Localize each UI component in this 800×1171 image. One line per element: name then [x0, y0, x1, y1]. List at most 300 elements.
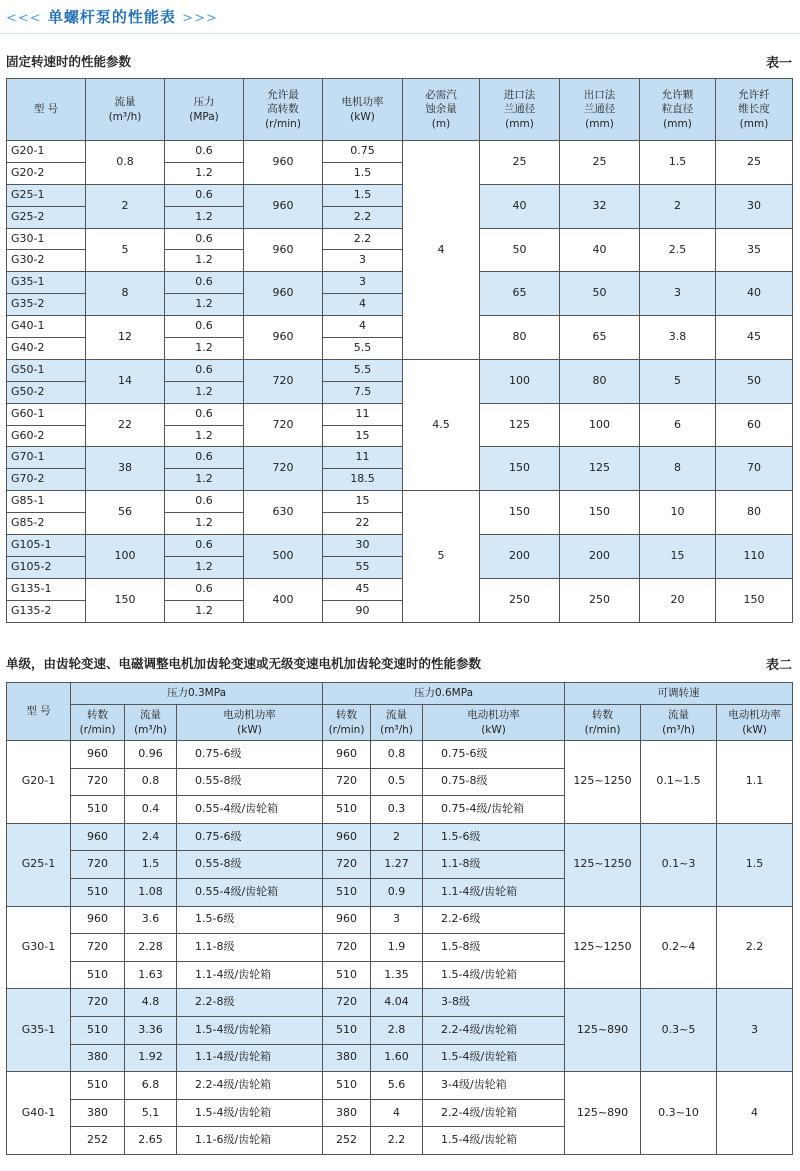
model-cell: G135-2: [7, 600, 86, 622]
motor-power-cell: 3: [323, 272, 403, 294]
adjustable-speed-cell: 125~1250: [565, 906, 641, 989]
particle-size-cell: 5: [640, 359, 716, 403]
model-cell: G70-1: [7, 447, 86, 469]
max-speed-cell: 960: [244, 141, 323, 185]
pressure-cell: 0.6: [165, 535, 244, 557]
pressure-cell: 1.2: [165, 469, 244, 491]
flow-cell: 6.8: [125, 1072, 177, 1100]
particle-size-cell: 1.5: [640, 141, 716, 185]
table1-row: [7, 228, 793, 250]
adjustable-flow-cell: 0.1~3: [641, 823, 717, 906]
table2-sub-header: 电动机功率 (kW): [177, 705, 323, 741]
adjustable-power-cell: 3: [717, 989, 793, 1072]
motor-power-cell: 0.75-4级/齿轮箱: [423, 796, 565, 824]
model-cell: G35-1: [7, 989, 71, 1072]
outlet-diameter-cell: 32: [560, 184, 640, 228]
table1-row: [7, 491, 793, 513]
motor-power-cell: 1.5: [323, 184, 403, 206]
npsh-cell: 5: [403, 491, 480, 622]
speed-cell: 960: [71, 906, 125, 934]
npsh-cell: 4.5: [403, 359, 480, 490]
flow-cell: 38: [86, 447, 165, 491]
table1-body: [7, 141, 793, 623]
motor-power-cell: 2.2-8级: [177, 989, 323, 1017]
motor-power-cell: 4: [323, 294, 403, 316]
motor-power-cell: 1.1-8级: [177, 934, 323, 962]
speed-cell: 510: [323, 1072, 371, 1100]
table2-body: [7, 741, 793, 1155]
flow-cell: 4.04: [371, 989, 423, 1017]
max-speed-cell: 960: [244, 272, 323, 316]
table2-sub-header-row: [7, 705, 793, 741]
pressure-cell: 1.2: [165, 162, 244, 184]
speed-cell: 720: [71, 768, 125, 796]
table2-sub-header: 转数 (r/min): [565, 705, 641, 741]
table2-row: [7, 1072, 793, 1100]
max-speed-cell: 720: [244, 447, 323, 491]
motor-power-cell: 1.1-4级/齿轮箱: [177, 961, 323, 989]
motor-power-cell: 0.75-6级: [177, 823, 323, 851]
model-cell: G35-2: [7, 294, 86, 316]
outlet-diameter-cell: 200: [560, 535, 640, 579]
adjustable-flow-cell: 0.3~10: [641, 1072, 717, 1155]
speed-cell: 380: [323, 1044, 371, 1072]
fiber-length-cell: 110: [716, 535, 793, 579]
speed-cell: 510: [323, 878, 371, 906]
speed-cell: 720: [71, 851, 125, 879]
speed-cell: 720: [71, 989, 125, 1017]
speed-cell: 510: [323, 961, 371, 989]
max-speed-cell: 400: [244, 578, 323, 622]
motor-power-cell: 55: [323, 556, 403, 578]
speed-cell: 252: [71, 1127, 125, 1155]
model-cell: G105-1: [7, 535, 86, 557]
speed-cell: 720: [71, 934, 125, 962]
table2-row: [7, 906, 793, 934]
motor-power-cell: 2.2: [323, 206, 403, 228]
speed-cell: 510: [323, 1016, 371, 1044]
flow-cell: 12: [86, 316, 165, 360]
fiber-length-cell: 45: [716, 316, 793, 360]
speed-cell: 510: [71, 796, 125, 824]
max-speed-cell: 720: [244, 359, 323, 403]
motor-power-cell: 1.5-4级/齿轮箱: [177, 1016, 323, 1044]
motor-power-cell: 0.55-4级/齿轮箱: [177, 878, 323, 906]
particle-size-cell: 2: [640, 184, 716, 228]
motor-power-cell: 1.1-4级/齿轮箱: [177, 1044, 323, 1072]
motor-power-cell: 1.5: [323, 162, 403, 184]
speed-cell: 720: [323, 768, 371, 796]
model-cell: G20-1: [7, 741, 71, 824]
speed-cell: 960: [323, 906, 371, 934]
flow-cell: 4.8: [125, 989, 177, 1017]
model-cell: G25-1: [7, 184, 86, 206]
table1-row: [7, 359, 793, 381]
fiber-length-cell: 150: [716, 578, 793, 622]
table2-sub-header: 流量 (m³/h): [125, 705, 177, 741]
flow-cell: 2.8: [371, 1016, 423, 1044]
inlet-diameter-cell: 150: [480, 491, 560, 535]
max-speed-cell: 960: [244, 184, 323, 228]
table2-sub-header: 电动机功率 (kW): [423, 705, 565, 741]
table2-number: 表二: [765, 658, 792, 673]
fiber-length-cell: 40: [716, 272, 793, 316]
table1-caption: 固定转速时的性能参数: [6, 54, 132, 69]
motor-power-cell: 15: [323, 425, 403, 447]
model-cell: G60-1: [7, 403, 86, 425]
speed-cell: 720: [323, 934, 371, 962]
pressure-cell: 1.2: [165, 600, 244, 622]
fiber-length-cell: 50: [716, 359, 793, 403]
right-arrows-decoration: >>>: [182, 11, 218, 26]
model-cell: G70-2: [7, 469, 86, 491]
table1-header-cell: 允许最 高转数 (r/min): [244, 79, 323, 141]
model-cell: G25-2: [7, 206, 86, 228]
model-cell: G30-1: [7, 906, 71, 989]
particle-size-cell: 6: [640, 403, 716, 447]
speed-cell: 510: [323, 796, 371, 824]
flow-cell: 1.27: [371, 851, 423, 879]
particle-size-cell: 8: [640, 447, 716, 491]
motor-power-cell: 0.75: [323, 141, 403, 163]
inlet-diameter-cell: 250: [480, 578, 560, 622]
flow-cell: 2: [371, 823, 423, 851]
table1-row: [7, 184, 793, 206]
flow-cell: 150: [86, 578, 165, 622]
pressure-cell: 1.2: [165, 513, 244, 535]
motor-power-cell: 2.2: [323, 228, 403, 250]
flow-cell: 2.4: [125, 823, 177, 851]
model-cell: G30-1: [7, 228, 86, 250]
flow-cell: 1.9: [371, 934, 423, 962]
motor-power-cell: 1.5-6级: [177, 906, 323, 934]
adjustable-power-cell: 4: [717, 1072, 793, 1155]
motor-power-cell: 3-4级/齿轮箱: [423, 1072, 565, 1100]
motor-power-cell: 5.5: [323, 338, 403, 360]
table1-row: [7, 447, 793, 469]
flow-cell: 0.5: [371, 768, 423, 796]
motor-power-cell: 7.5: [323, 381, 403, 403]
inlet-diameter-cell: 50: [480, 228, 560, 272]
pressure-cell: 0.6: [165, 403, 244, 425]
table2-caption: 单级，由齿轮变速、电磁调整电机加齿轮变速或无级变速电机加齿轮变速时的性能参数: [6, 656, 482, 671]
table2-header: [7, 683, 793, 741]
speed-cell: 510: [71, 961, 125, 989]
particle-size-cell: 10: [640, 491, 716, 535]
speed-cell: 510: [71, 878, 125, 906]
motor-power-cell: 0.55-8级: [177, 768, 323, 796]
adjustable-speed-cell: 125~1250: [565, 823, 641, 906]
flow-cell: 1.35: [371, 961, 423, 989]
flow-cell: 3.6: [125, 906, 177, 934]
flow-cell: 22: [86, 403, 165, 447]
table1-number: 表一: [765, 56, 792, 71]
speed-cell: 252: [323, 1127, 371, 1155]
flow-cell: 5: [86, 228, 165, 272]
model-cell: G25-1: [7, 823, 71, 906]
flow-cell: 14: [86, 359, 165, 403]
pressure-cell: 1.2: [165, 294, 244, 316]
motor-power-cell: 1.1-8级: [423, 851, 565, 879]
pressure-cell: 0.6: [165, 447, 244, 469]
flow-cell: 0.9: [371, 878, 423, 906]
motor-power-cell: 3: [323, 250, 403, 272]
motor-power-cell: 1.5-4级/齿轮箱: [423, 1127, 565, 1155]
speed-cell: 380: [71, 1099, 125, 1127]
adjustable-power-cell: 1.5: [717, 823, 793, 906]
table2-sub-header: 流量 (m³/h): [641, 705, 717, 741]
outlet-diameter-cell: 40: [560, 228, 640, 272]
model-cell: G40-1: [7, 316, 86, 338]
table2-row: [7, 823, 793, 851]
motor-power-cell: 18.5: [323, 469, 403, 491]
particle-size-cell: 3: [640, 272, 716, 316]
flow-cell: 5.6: [371, 1072, 423, 1100]
flow-cell: 0.3: [371, 796, 423, 824]
page-title: [6, 6, 218, 27]
table1-row: [7, 316, 793, 338]
outlet-diameter-cell: 150: [560, 491, 640, 535]
model-cell: G50-1: [7, 359, 86, 381]
table2-row: [7, 741, 793, 769]
speed-cell: 510: [71, 1016, 125, 1044]
motor-power-cell: 1.1-6级/齿轮箱: [177, 1127, 323, 1155]
model-cell: G40-2: [7, 338, 86, 360]
particle-size-cell: 2.5: [640, 228, 716, 272]
adjustable-speed-cell: 125~1250: [565, 741, 641, 824]
max-speed-cell: 960: [244, 228, 323, 272]
max-speed-cell: 720: [244, 403, 323, 447]
speed-cell: 380: [71, 1044, 125, 1072]
flow-cell: 1.63: [125, 961, 177, 989]
speed-cell: 510: [71, 1072, 125, 1100]
model-cell: G105-2: [7, 556, 86, 578]
flow-cell: 8: [86, 272, 165, 316]
motor-power-cell: 30: [323, 535, 403, 557]
inlet-diameter-cell: 25: [480, 141, 560, 185]
model-cell: G35-1: [7, 272, 86, 294]
motor-power-cell: 45: [323, 578, 403, 600]
particle-size-cell: 15: [640, 535, 716, 579]
pressure-cell: 1.2: [165, 250, 244, 272]
speed-cell: 380: [323, 1099, 371, 1127]
outlet-diameter-cell: 50: [560, 272, 640, 316]
flow-cell: 2: [86, 184, 165, 228]
adjustable-speed-cell: 125~890: [565, 989, 641, 1072]
outlet-diameter-cell: 125: [560, 447, 640, 491]
inlet-diameter-cell: 125: [480, 403, 560, 447]
pressure-cell: 1.2: [165, 425, 244, 447]
adjustable-flow-cell: 0.2~4: [641, 906, 717, 989]
flow-cell: 0.8: [371, 741, 423, 769]
model-cell: G85-1: [7, 491, 86, 513]
table1-row: [7, 403, 793, 425]
motor-power-cell: 4: [323, 316, 403, 338]
outlet-diameter-cell: 25: [560, 141, 640, 185]
inlet-diameter-cell: 65: [480, 272, 560, 316]
flow-cell: 0.8: [125, 768, 177, 796]
inlet-diameter-cell: 200: [480, 535, 560, 579]
table1-header-cell: 进口法 兰通径 (mm): [480, 79, 560, 141]
speed-cell: 720: [323, 851, 371, 879]
table1-header-cell: 出口法 兰通径 (mm): [560, 79, 640, 141]
flow-cell: 3: [371, 906, 423, 934]
model-cell: G50-2: [7, 381, 86, 403]
flow-cell: 56: [86, 491, 165, 535]
motor-power-cell: 2.2-4级/齿轮箱: [423, 1016, 565, 1044]
pressure-cell: 0.6: [165, 316, 244, 338]
table1-header-cell: 型 号: [7, 79, 86, 141]
motor-power-cell: 11: [323, 447, 403, 469]
table1-header-cell: 允许纤 维长度 (mm): [716, 79, 793, 141]
pressure-cell: 0.6: [165, 491, 244, 513]
fiber-length-cell: 60: [716, 403, 793, 447]
adjustable-flow-cell: 0.3~5: [641, 989, 717, 1072]
motor-power-cell: 1.5-8级: [423, 934, 565, 962]
pressure-cell: 1.2: [165, 556, 244, 578]
motor-power-cell: 2.2-6级: [423, 906, 565, 934]
max-speed-cell: 630: [244, 491, 323, 535]
pressure-cell: 0.6: [165, 578, 244, 600]
table1-header-cell: 允许颗 粒直径 (mm): [640, 79, 716, 141]
motor-power-cell: 3-8级: [423, 989, 565, 1017]
table1-row: [7, 272, 793, 294]
flow-cell: 2.2: [371, 1127, 423, 1155]
adjustable-power-cell: 1.1: [717, 741, 793, 824]
npsh-cell: 4: [403, 141, 480, 360]
motor-power-cell: 0.75-6级: [423, 741, 565, 769]
table1-header-row: [7, 79, 793, 141]
flow-cell: 1.60: [371, 1044, 423, 1072]
flow-cell: 4: [371, 1099, 423, 1127]
table2-sub-header: 流量 (m³/h): [371, 705, 423, 741]
outlet-diameter-cell: 250: [560, 578, 640, 622]
particle-size-cell: 3.8: [640, 316, 716, 360]
flow-cell: 0.96: [125, 741, 177, 769]
outlet-diameter-cell: 100: [560, 403, 640, 447]
table2-group-header: 可调转速: [565, 683, 793, 705]
motor-power-cell: 0.55-8级: [177, 851, 323, 879]
max-speed-cell: 960: [244, 316, 323, 360]
motor-power-cell: 22: [323, 513, 403, 535]
table2-variable-speed: [6, 682, 793, 1155]
motor-power-cell: 15: [323, 491, 403, 513]
table2-group-header: 压力0.6MPa: [323, 683, 565, 705]
fiber-length-cell: 35: [716, 228, 793, 272]
table1-row: [7, 535, 793, 557]
pressure-cell: 0.6: [165, 359, 244, 381]
adjustable-speed-cell: 125~890: [565, 1072, 641, 1155]
speed-cell: 960: [71, 741, 125, 769]
flow-cell: 2.65: [125, 1127, 177, 1155]
model-cell: G40-1: [7, 1072, 71, 1155]
flow-cell: 0.8: [86, 141, 165, 185]
flow-cell: 1.92: [125, 1044, 177, 1072]
motor-power-cell: 90: [323, 600, 403, 622]
motor-power-cell: 0.75-6级: [177, 741, 323, 769]
table2-group-header: 压力0.3MPa: [71, 683, 323, 705]
pressure-cell: 0.6: [165, 272, 244, 294]
flow-cell: 1.5: [125, 851, 177, 879]
inlet-diameter-cell: 40: [480, 184, 560, 228]
table2-sub-header: 电动机功率 (kW): [717, 705, 793, 741]
motor-power-cell: 5.5: [323, 359, 403, 381]
left-arrows-decoration: <<<: [6, 11, 42, 26]
motor-power-cell: 1.5-6级: [423, 823, 565, 851]
pressure-cell: 1.2: [165, 338, 244, 360]
motor-power-cell: 0.75-8级: [423, 768, 565, 796]
model-cell: G20-2: [7, 162, 86, 184]
fiber-length-cell: 70: [716, 447, 793, 491]
flow-cell: 3.36: [125, 1016, 177, 1044]
title-divider: [0, 33, 800, 34]
speed-cell: 960: [323, 823, 371, 851]
table1-row: [7, 141, 793, 163]
table1-header-cell: 电机功率 (kW): [323, 79, 403, 141]
model-cell: G20-1: [7, 141, 86, 163]
motor-power-cell: 1.5-4级/齿轮箱: [423, 1044, 565, 1072]
particle-size-cell: 20: [640, 578, 716, 622]
pressure-cell: 1.2: [165, 206, 244, 228]
table1-header-cell: 压力 (MPa): [165, 79, 244, 141]
table1-header-cell: 必需汽 蚀余量 (m): [403, 79, 480, 141]
table2-row: [7, 989, 793, 1017]
speed-cell: 720: [323, 989, 371, 1017]
inlet-diameter-cell: 100: [480, 359, 560, 403]
model-cell: G135-1: [7, 578, 86, 600]
flow-cell: 100: [86, 535, 165, 579]
speed-cell: 960: [71, 823, 125, 851]
flow-cell: 1.08: [125, 878, 177, 906]
table1-header-cell: 流量 (m³/h): [86, 79, 165, 141]
pressure-cell: 0.6: [165, 228, 244, 250]
pressure-cell: 0.6: [165, 184, 244, 206]
flow-cell: 5.1: [125, 1099, 177, 1127]
table2-sub-header: 转数 (r/min): [323, 705, 371, 741]
motor-power-cell: 11: [323, 403, 403, 425]
pressure-cell: 1.2: [165, 381, 244, 403]
model-cell: G60-2: [7, 425, 86, 447]
table1-row: [7, 578, 793, 600]
table2-group-header-row: [7, 683, 793, 705]
table2-sub-header: 转数 (r/min): [71, 705, 125, 741]
model-cell: G85-2: [7, 513, 86, 535]
motor-power-cell: 2.2-4级/齿轮箱: [423, 1099, 565, 1127]
adjustable-power-cell: 2.2: [717, 906, 793, 989]
flow-cell: 2.28: [125, 934, 177, 962]
table2-model-header: 型 号: [7, 683, 71, 741]
motor-power-cell: 1.5-4级/齿轮箱: [177, 1099, 323, 1127]
motor-power-cell: 0.55-4级/齿轮箱: [177, 796, 323, 824]
max-speed-cell: 500: [244, 535, 323, 579]
inlet-diameter-cell: 80: [480, 316, 560, 360]
motor-power-cell: 2.2-4级/齿轮箱: [177, 1072, 323, 1100]
flow-cell: 0.4: [125, 796, 177, 824]
motor-power-cell: 1.1-4级/齿轮箱: [423, 878, 565, 906]
table1-fixed-speed: [6, 78, 793, 623]
inlet-diameter-cell: 150: [480, 447, 560, 491]
fiber-length-cell: 30: [716, 184, 793, 228]
outlet-diameter-cell: 80: [560, 359, 640, 403]
page-title-text: 单螺杆泵的性能表: [47, 8, 176, 26]
model-cell: G30-2: [7, 250, 86, 272]
fiber-length-cell: 25: [716, 141, 793, 185]
outlet-diameter-cell: 65: [560, 316, 640, 360]
pressure-cell: 0.6: [165, 141, 244, 163]
motor-power-cell: 1.5-4级/齿轮箱: [423, 961, 565, 989]
adjustable-flow-cell: 0.1~1.5: [641, 741, 717, 824]
speed-cell: 960: [323, 741, 371, 769]
